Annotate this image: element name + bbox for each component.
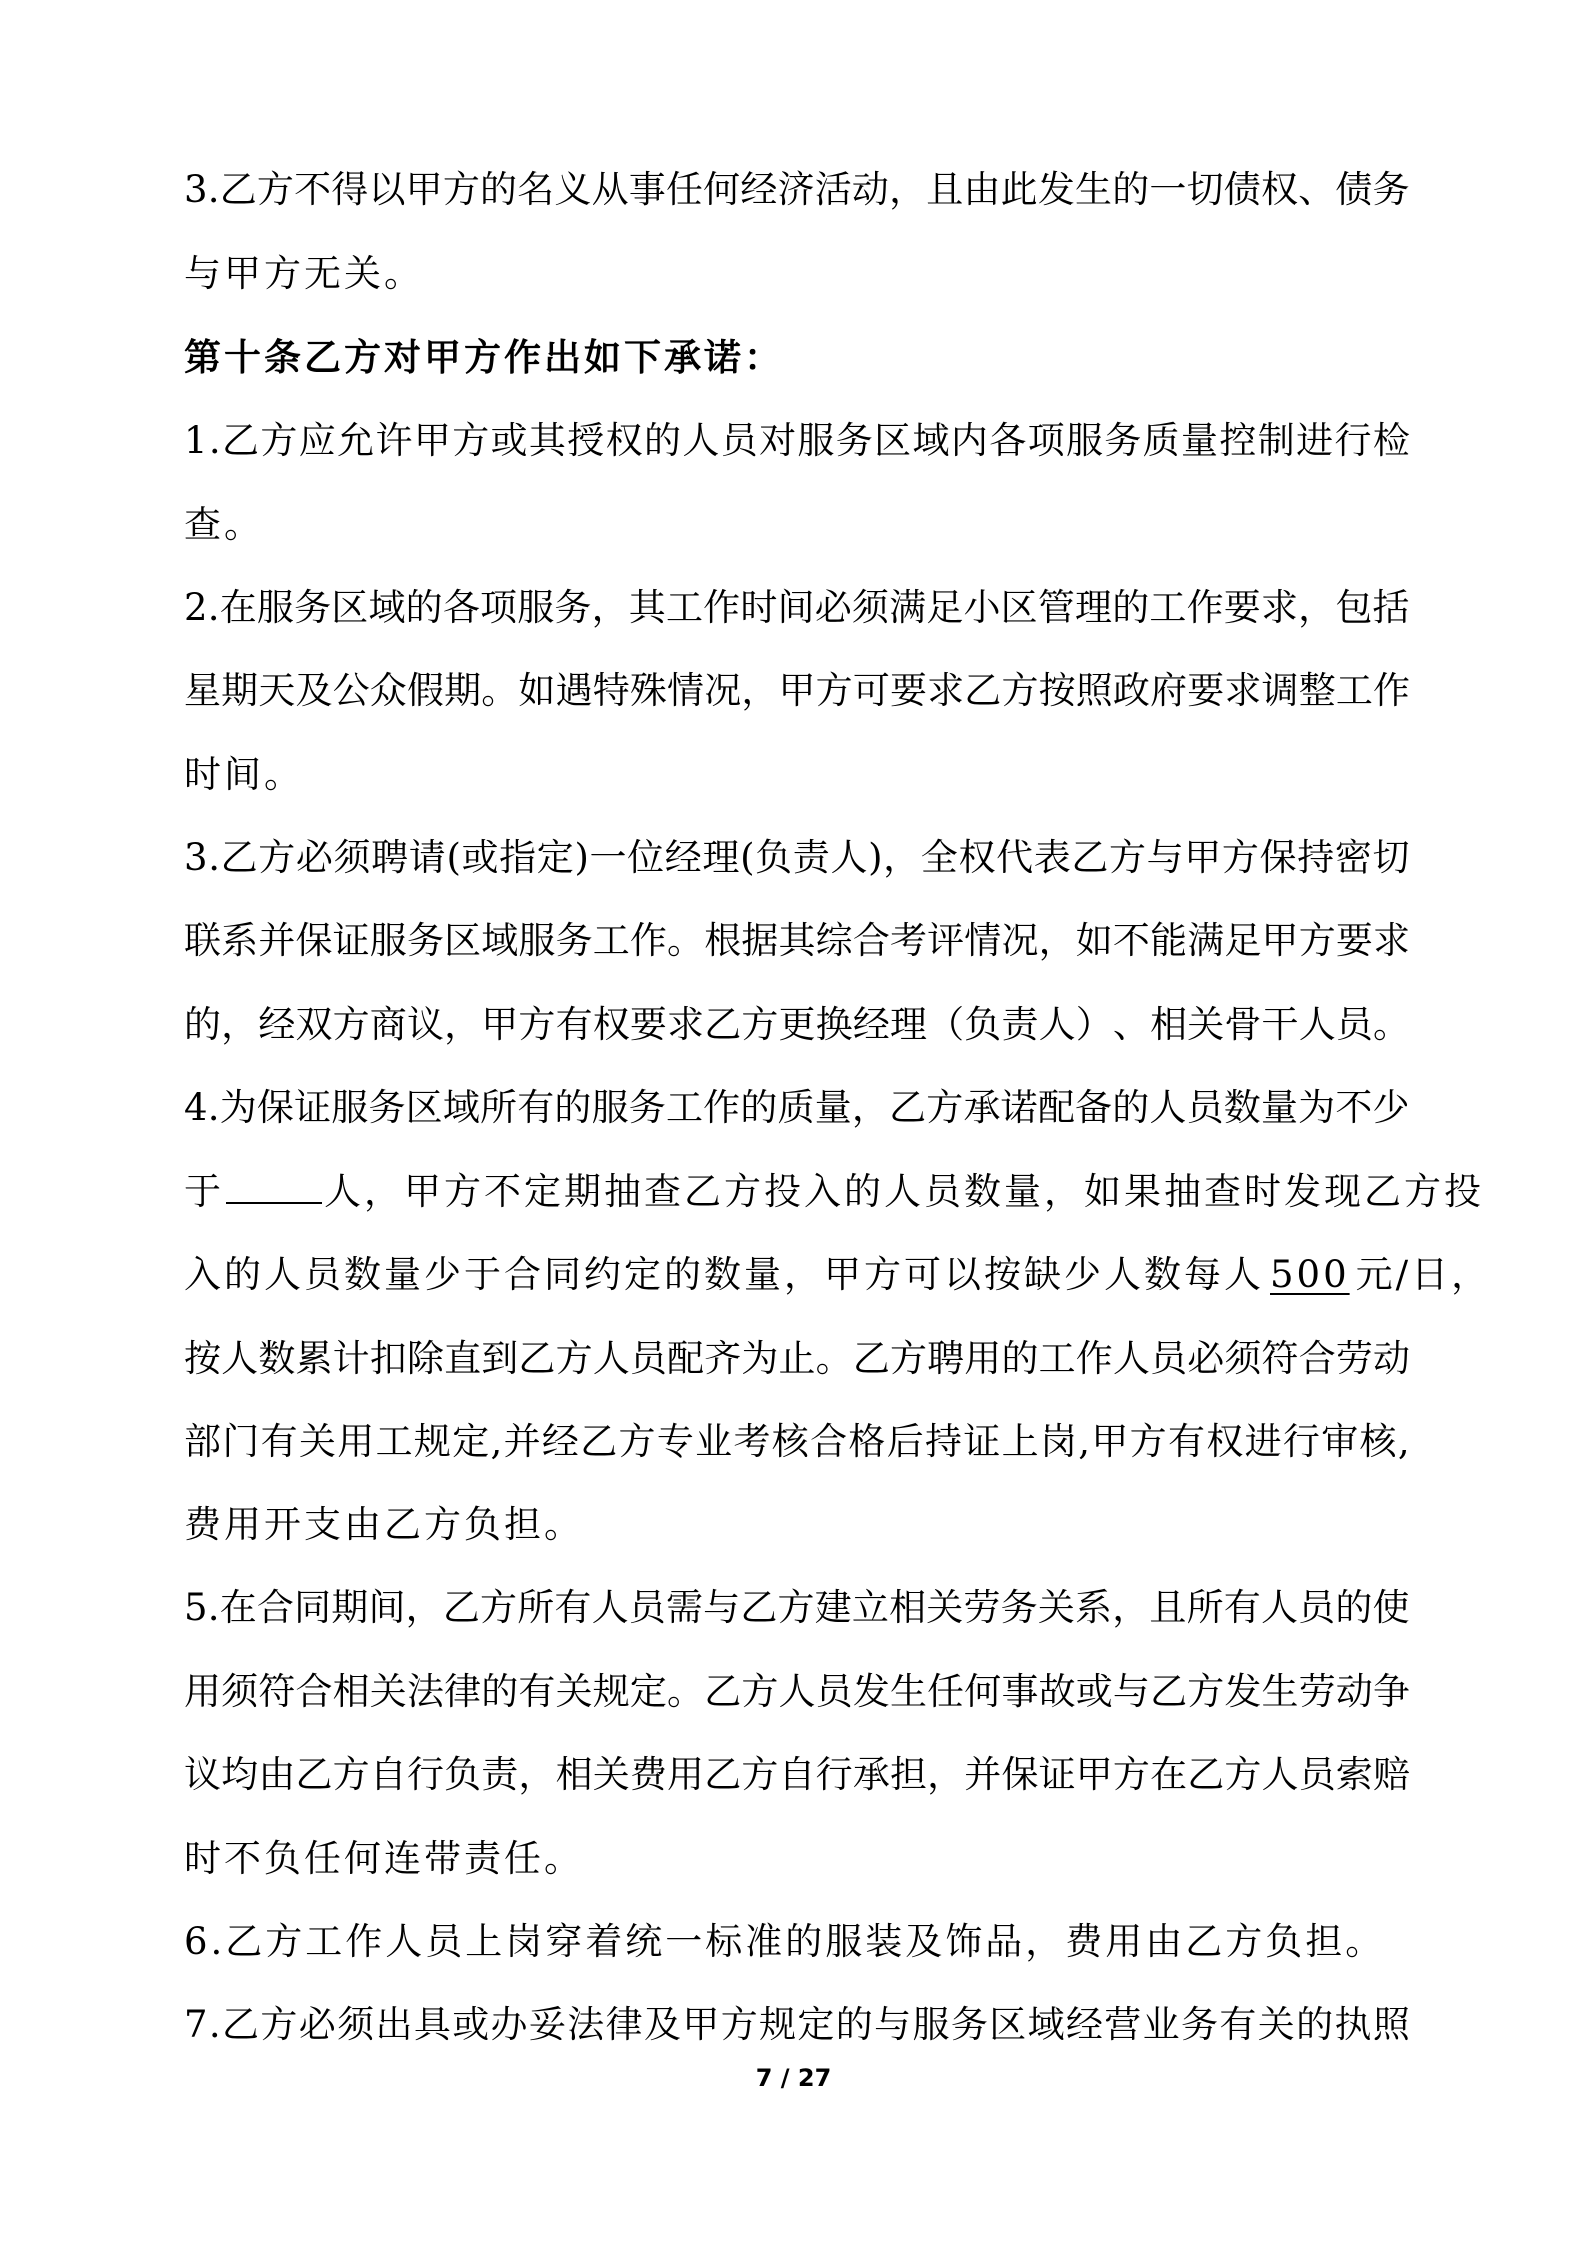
text-line: 3 . 乙 方 不 得 以 甲 方 的 名 义 从 事 任 何 经 济 活 动 ， 且 由 此 发 生 的 一 切 债 权 、 债 务 [184,168,1410,211]
text-line: 的 ， 经 双 方 商 议 ， 甲 方 有 权 要 求 乙 方 更 换 经 理 （ 负 责 人 ） 、 相 关 骨 干 人 员 。 [184,1003,1410,1046]
text-line: 7 . 乙 方 必 须 出 具 或 办 妥 法 律 及 甲 方 规 定 的 与 服 务 区 域 经 营 业 务 有 关 的 执 照 [184,2003,1410,2046]
text-line: 星 期 天 及 公 众 假 期 。 如 遇 特 殊 情 况 ， 甲 方 可 要 求 乙 方 按 照 政 府 要 求 调 整 工 作 [184,669,1410,712]
text-line: 5 . 在 合 同 期 间 ， 乙 方 所 有 人 员 需 与 乙 方 建 立 相 关 劳 务 关 系 ， 且 所 有 人 员 的 使 [184,1586,1410,1629]
text-fragment: 元/日， [1355,1253,1492,1296]
text-line: 费用开支由乙方负担。 [184,1503,584,1546]
text-line: 1 . 乙 方 应 允 许 甲 方 或 其 授 权 的 人 员 对 服 务 区 域 内 各 项 服 务 质 量 控 制 进 行 检 [184,419,1410,462]
text-line: 3 . 乙 方 必 须 聘 请 ( 或 指 定 ) 一 位 经 理 ( 负 责 人 ) ， 全 权 代 表 乙 方 与 甲 方 保 持 密 切 [184,836,1410,879]
text-line: 时间。 [184,753,304,796]
text-line: 联 系 并 保 证 服 务 区 域 服 务 工 作 。 根 据 其 综 合 考 评 情 况 ， 如 不 能 满 足 甲 方 要 求 [184,919,1410,962]
page-number: 7 / 27 [755,2064,832,2092]
text-line: 按 人 数 累 计 扣 除 直 到 乙 方 人 员 配 齐 为 止 。 乙 方 聘 用 的 工 作 人 员 必 须 符 合 劳 动 [184,1337,1410,1380]
section-heading: 第十条乙方对甲方作出如下承诺： [184,336,784,379]
text-fragment: 入的人员数量少于合同约定的数量，甲方可以按缺少人数每人 [184,1253,1264,1296]
text-fragment: 人，甲方不定期抽查乙方投入的人员数量，如果抽查时发现乙方投 [324,1170,1484,1213]
text-line: 6.乙方工作人员上岗穿着统一标准的服装及饰品，费用由乙方负担。 [184,1920,1386,1963]
fill-in-blank [226,1170,322,1204]
text-line-with-blank [184,1162,1484,1222]
text-line: 时不负任何连带责任。 [184,1837,584,1880]
text-line: 查。 [184,503,264,546]
text-line: 部 门 有 关 用 工 规 定 , 并 经 乙 方 专 业 考 核 合 格 后 持 证 上 岗 , 甲 方 有 权 进 行 审 核 , [184,1420,1410,1463]
text-line: 2 . 在 服 务 区 域 的 各 项 服 务 ， 其 工 作 时 间 必 须 满 足 小 区 管 理 的 工 作 要 求 ， 包 括 [184,586,1410,629]
text-fragment: 于 [184,1170,224,1213]
text-line: 4 . 为 保 证 服 务 区 域 所 有 的 服 务 工 作 的 质 量 ， 乙 方 承 诺 配 备 的 人 员 数 量 为 不 少 [184,1086,1410,1129]
text-line: 与甲方无关。 [184,252,424,295]
text-line: 议 均 由 乙 方 自 行 负 责 ， 相 关 费 用 乙 方 自 行 承 担 ， 并 保 证 甲 方 在 乙 方 人 员 索 赔 [184,1753,1410,1796]
text-line: 用 须 符 合 相 关 法 律 的 有 关 规 定 。 乙 方 人 员 发 生 任 何 事 故 或 与 乙 方 发 生 劳 动 争 [184,1670,1410,1713]
underlined-amount: 500 [1270,1253,1350,1296]
text-line-with-amount [184,1245,1492,1305]
